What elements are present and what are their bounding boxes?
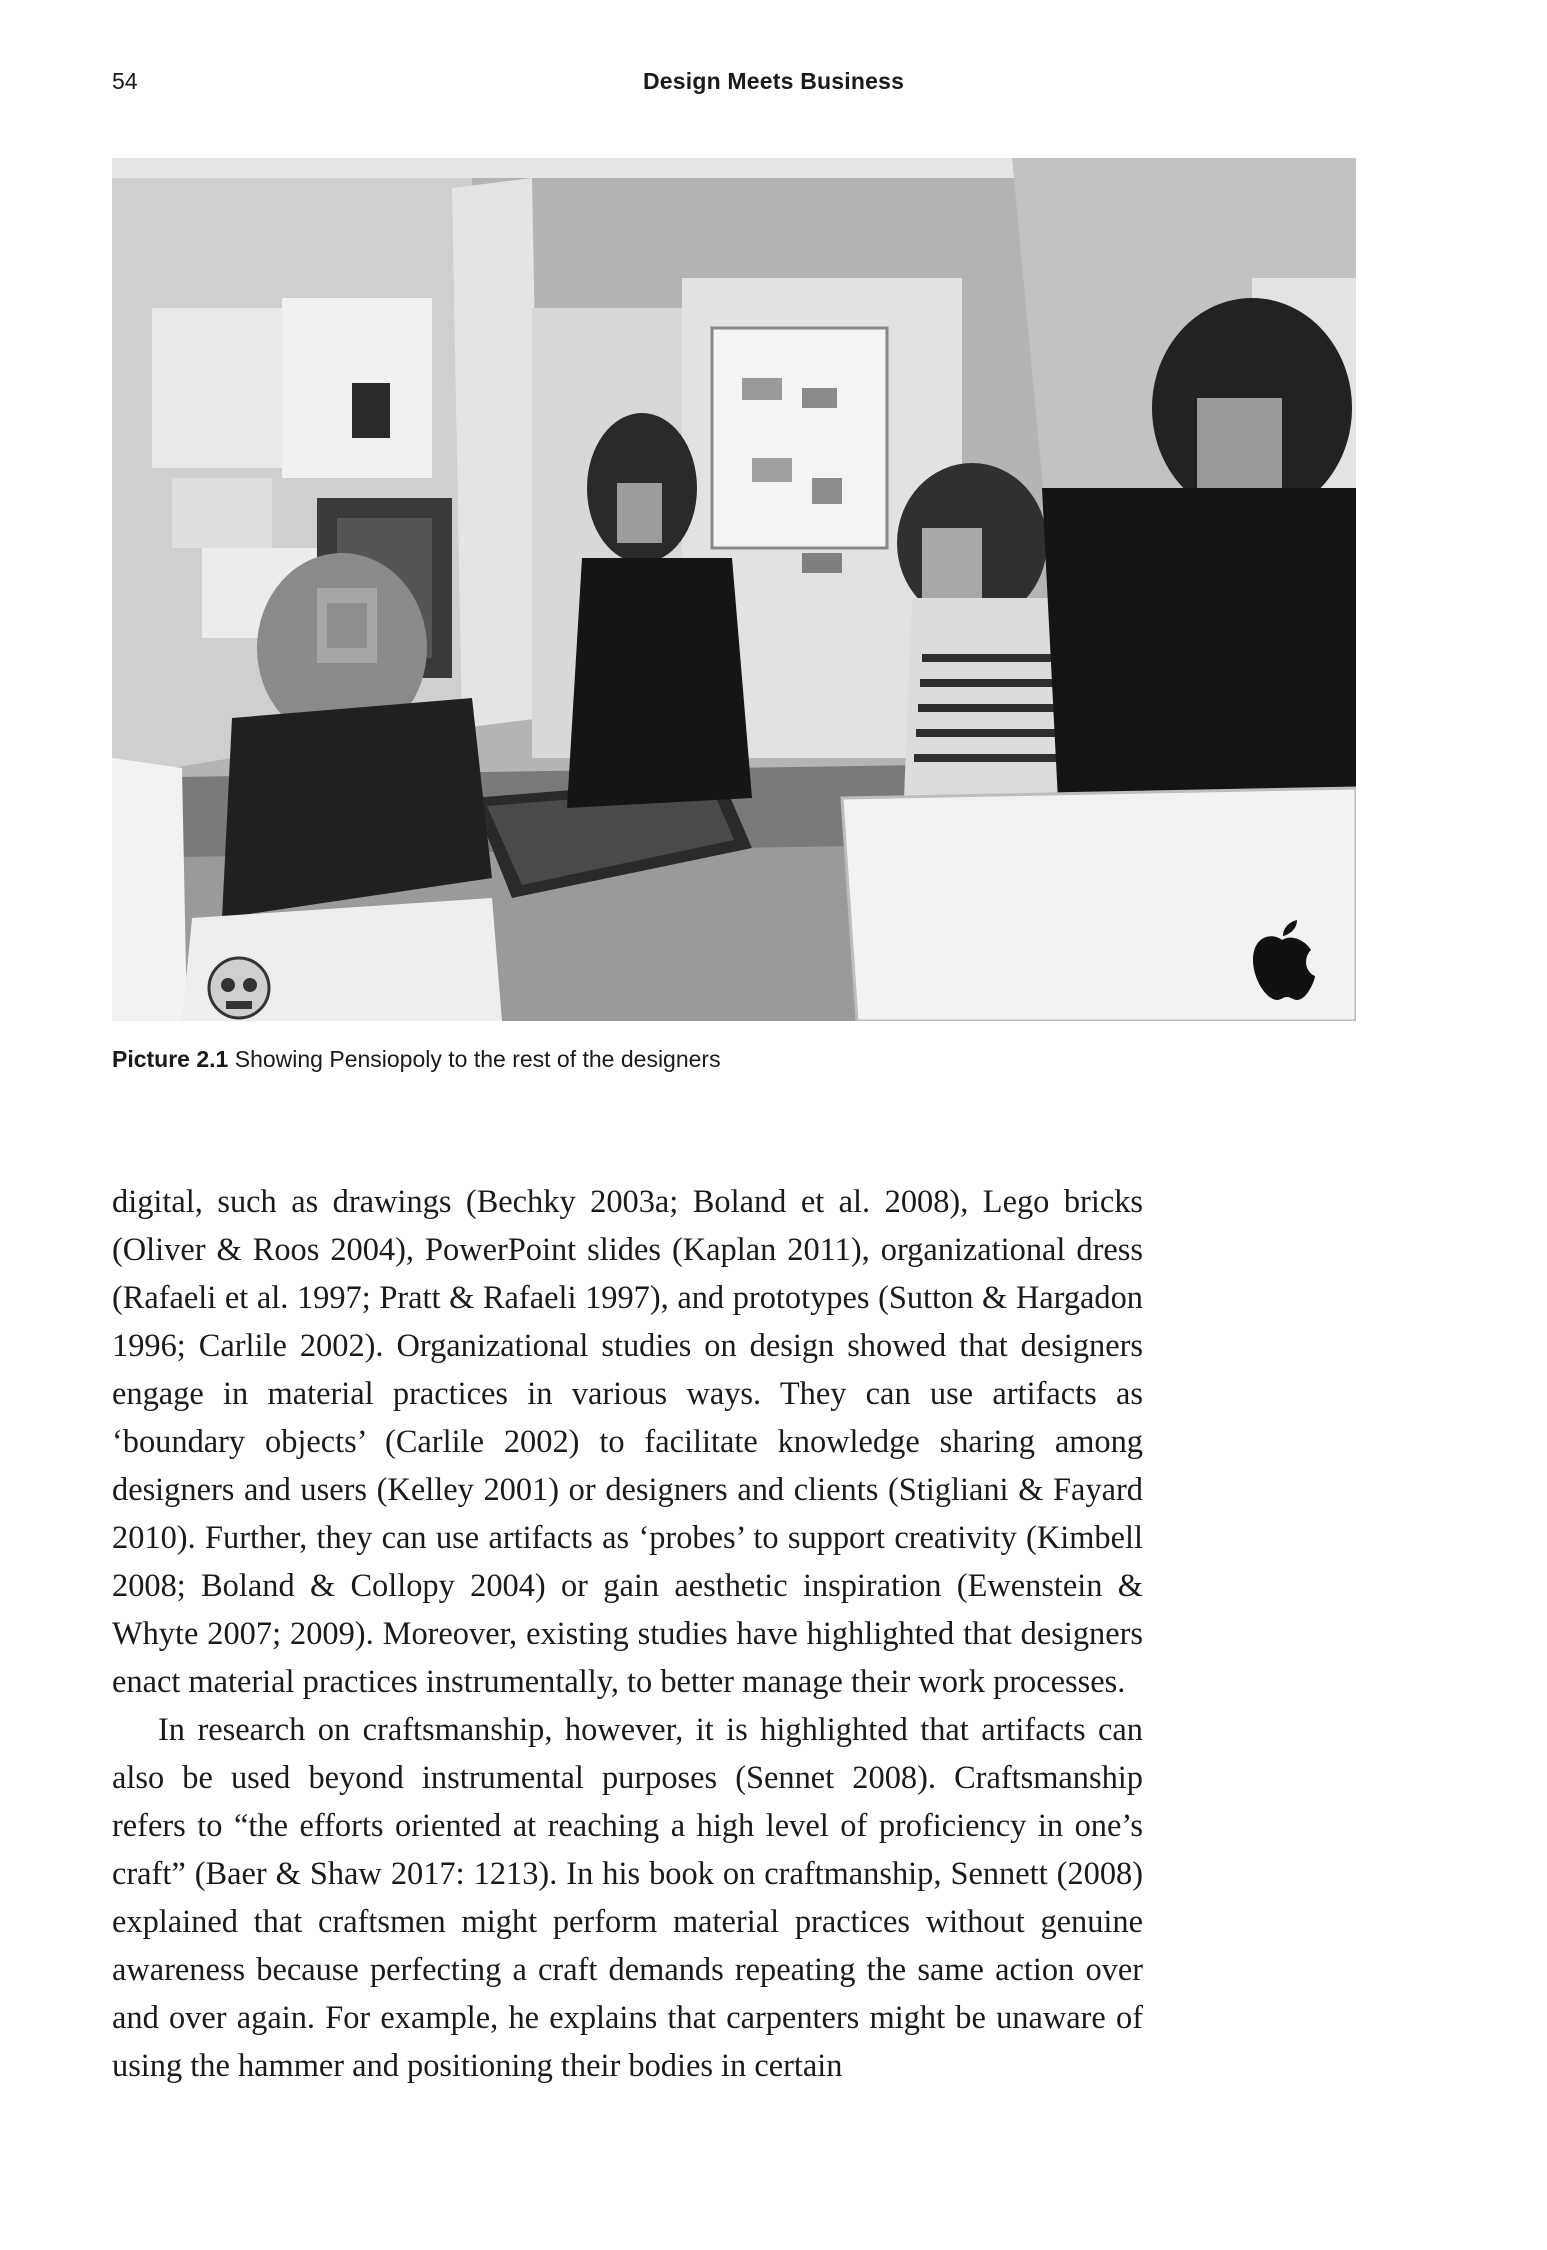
paragraph-2: In research on craftsmanship, however, it is highlighted that artifacts can also be used beyond instrumental purposes (Sennet 2008). Craftsmanship refers to “the efforts oriented at reaching a high level of proficiency in one’s craft” (Baer & Shaw 2017: 1213). In his book on craftmanship, Sennett (2008) explained that craftsmen might perform material practices without genuine awareness because perfecting a craft demands repeating the same action over and over again. For example, he explains that carpenters might be unaware of using the hammer and positioning their bodies in certain [112,1712,1143,2084]
caption-label: Picture 2.1 [112,1046,229,1072]
skull-sticker-icon [204,953,274,1021]
caption-text: Showing Pensiopoly to the rest of the designers [228,1046,721,1072]
figure-photo [112,158,1356,1021]
paragraph-1: digital, such as drawings (Bechky 2003a; Boland et al. 2008), Lego bricks (Oliver & Roos 2004), PowerPoint slides (Kaplan 2011), organizational dress (Rafaeli et al. 1997; Pratt & Rafaeli 1997), and prototypes (Sutton & Hargadon 1996; Carlile 2002). Organizational studies on design showed that designers engage in material practices in various ways. They can use artifacts as ‘boundary objects’ (Carlile 2002) to facilitate knowledge sharing among designers and users (Kelley 2001) or designers and clients (Stigliani & Fayard 2010). Further, they can use artifacts as ‘probes’ to support creativity (Kimbell 2008; Boland & Collopy 2004) or gain aesthetic inspiration (Ewenstein & Whyte 2007; 2009). Moreover, existing studies have highlighted that designers enact material practices instrumentally, to better manage their work processes. [112,1184,1143,1700]
page-number: 54 [112,68,138,94]
apple-logo-icon [1247,918,1317,1003]
body-text [112,1178,1143,2090]
figure-caption [112,1046,1356,1073]
running-title: Design Meets Business [642,68,905,94]
